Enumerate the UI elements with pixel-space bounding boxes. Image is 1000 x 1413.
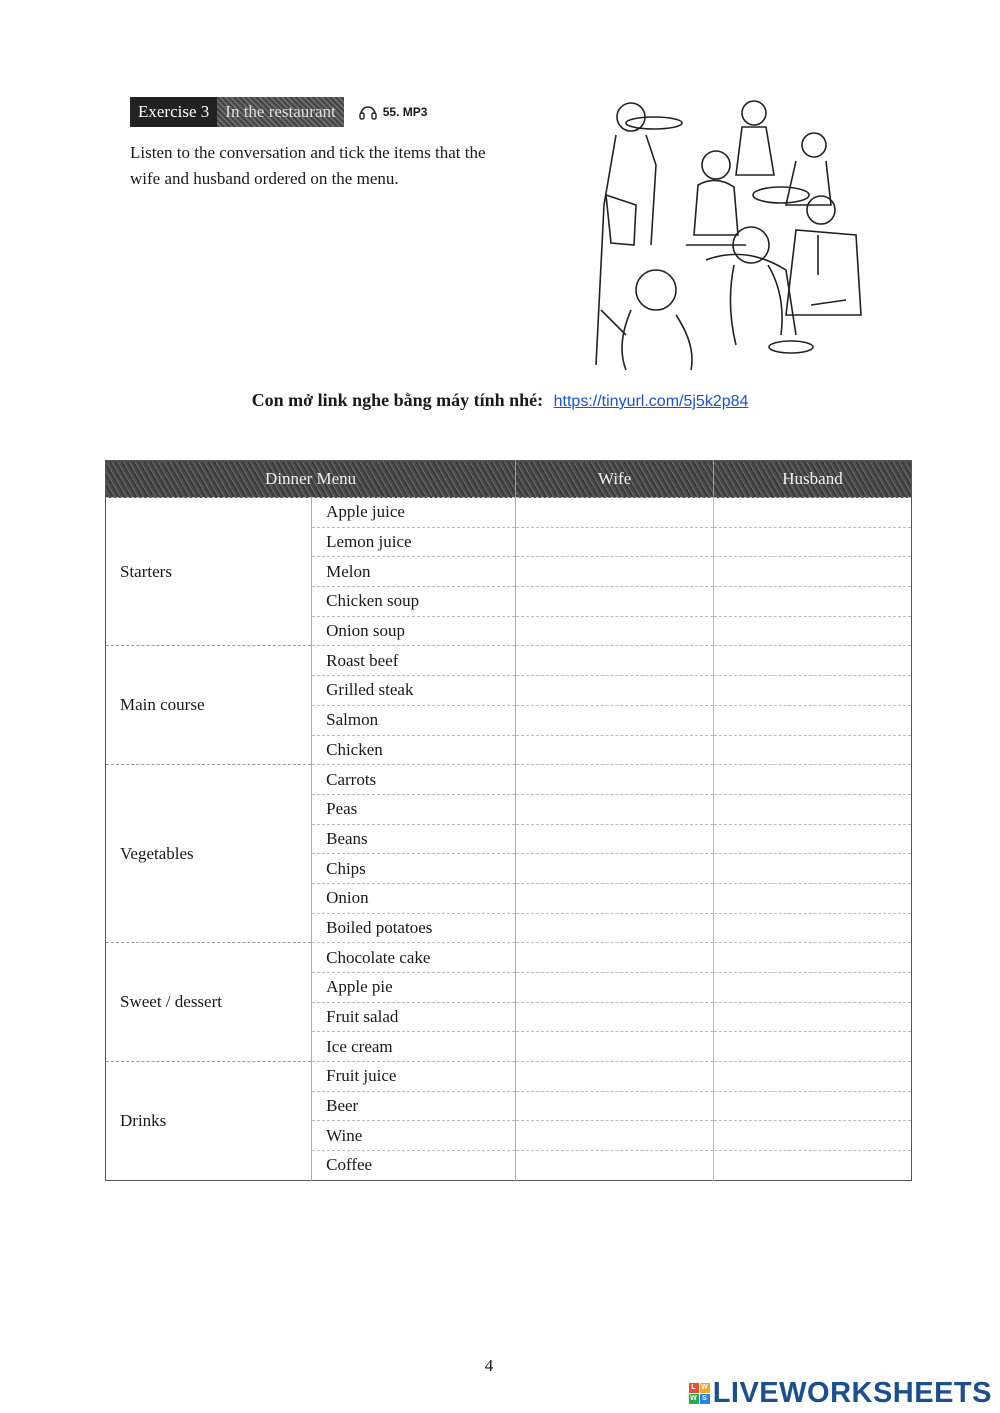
- tick-cell-wife[interactable]: [516, 1151, 714, 1181]
- menu-item-cell: Apple juice: [312, 498, 516, 528]
- tick-cell-husband[interactable]: [714, 1091, 912, 1121]
- dinner-menu-table: [105, 460, 912, 1181]
- header-wife: Wife: [516, 461, 714, 498]
- tick-cell-husband[interactable]: [714, 883, 912, 913]
- menu-item-cell: Lemon juice: [312, 527, 516, 557]
- audio-track: [358, 102, 428, 122]
- brand-logo: [689, 1377, 992, 1410]
- tick-cell-wife[interactable]: [516, 676, 714, 706]
- table-row: [106, 765, 912, 795]
- header-husband: Husband: [714, 461, 912, 498]
- tick-cell-wife[interactable]: [516, 1091, 714, 1121]
- menu-item-cell: Onion soup: [312, 616, 516, 646]
- menu-item-cell: Chips: [312, 854, 516, 884]
- table-row: [106, 646, 912, 676]
- tick-cell-wife[interactable]: [516, 1121, 714, 1151]
- tick-cell-husband[interactable]: [714, 1121, 912, 1151]
- menu-item-cell: Roast beef: [312, 646, 516, 676]
- menu-item-cell: Onion: [312, 883, 516, 913]
- category-cell: Main course: [106, 646, 312, 765]
- listen-note-text: Con mở link nghe bằng máy tính nhé:: [251, 390, 544, 410]
- tick-cell-husband[interactable]: [714, 646, 912, 676]
- menu-item-cell: Coffee: [312, 1151, 516, 1181]
- tick-cell-husband[interactable]: [714, 943, 912, 973]
- exercise-header: [130, 97, 427, 127]
- tick-cell-husband[interactable]: [714, 527, 912, 557]
- tick-cell-wife[interactable]: [516, 557, 714, 587]
- tick-cell-husband[interactable]: [714, 498, 912, 528]
- tick-cell-wife[interactable]: [516, 824, 714, 854]
- tick-cell-wife[interactable]: [516, 735, 714, 765]
- tick-cell-husband[interactable]: [714, 616, 912, 646]
- table-row: [106, 498, 912, 528]
- tick-cell-husband[interactable]: [714, 854, 912, 884]
- tick-cell-husband[interactable]: [714, 1151, 912, 1181]
- menu-item-cell: Fruit juice: [312, 1062, 516, 1092]
- tick-cell-husband[interactable]: [714, 1062, 912, 1092]
- menu-item-cell: Chocolate cake: [312, 943, 516, 973]
- header-dinner-menu: Dinner Menu: [106, 461, 516, 498]
- tick-cell-wife[interactable]: [516, 854, 714, 884]
- audio-track-label: 55. MP3: [382, 105, 428, 119]
- tick-cell-wife[interactable]: [516, 616, 714, 646]
- tick-cell-wife[interactable]: [516, 527, 714, 557]
- tick-cell-husband[interactable]: [714, 557, 912, 587]
- menu-item-cell: Chicken: [312, 735, 516, 765]
- tick-cell-wife[interactable]: [516, 498, 714, 528]
- menu-item-cell: Boiled potatoes: [312, 913, 516, 943]
- menu-item-cell: Melon: [312, 557, 516, 587]
- tick-cell-wife[interactable]: [516, 1032, 714, 1062]
- tick-cell-husband[interactable]: [714, 705, 912, 735]
- category-cell: Vegetables: [106, 765, 312, 943]
- menu-item-cell: Wine: [312, 1121, 516, 1151]
- tick-cell-wife[interactable]: [516, 646, 714, 676]
- tick-cell-husband[interactable]: [714, 913, 912, 943]
- liveworksheets-icon: L W W S: [690, 1384, 709, 1402]
- exercise-title: In the restaurant: [217, 97, 343, 127]
- category-cell: Starters: [106, 498, 312, 646]
- tick-cell-wife[interactable]: [516, 587, 714, 617]
- category-cell: Drinks: [106, 1062, 312, 1181]
- tick-cell-husband[interactable]: [714, 973, 912, 1003]
- menu-item-cell: Peas: [312, 794, 516, 824]
- menu-item-cell: Beer: [312, 1091, 516, 1121]
- menu-item-cell: Salmon: [312, 705, 516, 735]
- menu-item-cell: Ice cream: [312, 1032, 516, 1062]
- table-row: [106, 943, 912, 973]
- tick-cell-husband[interactable]: [714, 765, 912, 795]
- tick-cell-husband[interactable]: [714, 587, 912, 617]
- brand-name: LIVEWORKSHEETS: [712, 1377, 992, 1409]
- tick-cell-wife[interactable]: [516, 705, 714, 735]
- tick-cell-wife[interactable]: [516, 973, 714, 1003]
- menu-item-cell: Chicken soup: [312, 587, 516, 617]
- tick-cell-husband[interactable]: [714, 735, 912, 765]
- menu-item-cell: Fruit salad: [312, 1002, 516, 1032]
- menu-item-cell: Carrots: [312, 765, 516, 795]
- tick-cell-husband[interactable]: [714, 794, 912, 824]
- menu-item-cell: Apple pie: [312, 973, 516, 1003]
- tick-cell-husband[interactable]: [714, 1032, 912, 1062]
- instructions: Listen to the conversation and tick the items that the wife and husband ordered on the menu.: [130, 143, 486, 188]
- menu-body: [106, 498, 912, 1181]
- tick-cell-husband[interactable]: [714, 1002, 912, 1032]
- tick-cell-wife[interactable]: [516, 883, 714, 913]
- menu-item-cell: Grilled steak: [312, 676, 516, 706]
- tick-cell-wife[interactable]: [516, 794, 714, 824]
- audio-link[interactable]: https://tinyurl.com/5j5k2p84: [553, 393, 749, 410]
- restaurant-illustration: [586, 95, 866, 370]
- headphones-icon: [358, 102, 378, 122]
- page-number: 4: [484, 1356, 494, 1375]
- exercise-label: Exercise 3: [130, 97, 217, 127]
- tick-cell-wife[interactable]: [516, 943, 714, 973]
- tick-cell-husband[interactable]: [714, 676, 912, 706]
- tick-cell-husband[interactable]: [714, 824, 912, 854]
- tick-cell-wife[interactable]: [516, 1062, 714, 1092]
- tick-cell-wife[interactable]: [516, 1002, 714, 1032]
- table-header-row: [106, 461, 912, 498]
- listen-note: [0, 390, 1000, 411]
- category-cell: Sweet / dessert: [106, 943, 312, 1062]
- tick-cell-wife[interactable]: [516, 913, 714, 943]
- menu-item-cell: Beans: [312, 824, 516, 854]
- table-row: [106, 1062, 912, 1092]
- tick-cell-wife[interactable]: [516, 765, 714, 795]
